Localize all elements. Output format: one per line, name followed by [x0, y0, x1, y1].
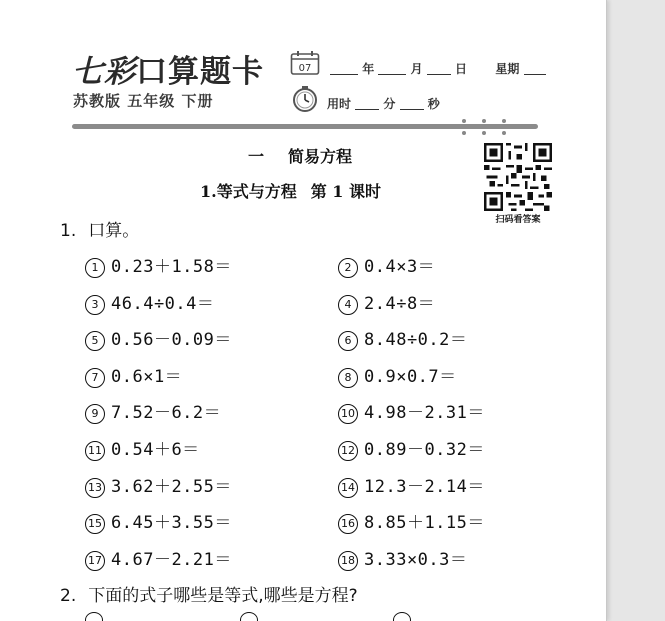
day-label: 日 — [454, 62, 467, 76]
lesson-period: 第 1 课时 — [310, 182, 381, 201]
question-2-prompt: 下面的式子哪些是等式,哪些是方程? — [88, 586, 358, 606]
month-blank[interactable] — [378, 62, 406, 75]
seconds-blank[interactable] — [400, 97, 424, 110]
weekday-blank[interactable] — [524, 62, 546, 75]
qr-code-icon[interactable] — [484, 143, 552, 211]
month-label: 月 — [410, 62, 423, 76]
math-item — [338, 398, 485, 424]
cutoff-circle-mark — [393, 612, 411, 621]
section-title — [248, 144, 352, 167]
math-item — [338, 362, 457, 388]
question-2-heading — [60, 581, 358, 606]
item-number: 15 — [85, 514, 105, 534]
item-number: 6 — [338, 331, 358, 351]
item-expression: 0.54＋6＝ — [111, 440, 200, 460]
minutes-blank[interactable] — [355, 97, 379, 110]
item-expression: 8.48÷0.2＝ — [364, 330, 468, 351]
item-expression: 3.33×0.3＝ — [364, 549, 468, 570]
calendar-icon — [290, 50, 320, 76]
time-used-label: 用时 — [327, 97, 352, 111]
math-item — [338, 508, 485, 534]
math-item — [338, 252, 435, 278]
year-blank[interactable] — [330, 62, 358, 75]
question-1-heading — [60, 216, 139, 241]
time-fields — [327, 95, 440, 112]
question-1-prompt: 口算。 — [88, 221, 140, 241]
math-item — [85, 472, 232, 498]
brand-lead: 七彩 — [72, 54, 136, 90]
cutoff-circle-mark — [240, 612, 258, 621]
weekday-label: 星期 — [495, 62, 520, 76]
item-expression: 0.6×1＝ — [111, 366, 183, 387]
item-number: 4 — [338, 295, 358, 315]
item-number: 9 — [85, 404, 105, 424]
item-number: 2 — [338, 258, 358, 278]
item-number: 16 — [338, 514, 358, 534]
math-item — [85, 325, 232, 351]
calendar-day-text: 07 — [298, 63, 312, 74]
item-expression: 0.23＋1.58＝ — [111, 257, 232, 277]
question-2-number: 2. — [60, 586, 77, 606]
qr-caption: 扫码看答案 — [495, 215, 541, 225]
item-expression: 3.62＋2.55＝ — [111, 476, 232, 497]
seconds-label: 秒 — [427, 97, 440, 111]
item-number: 5 — [85, 331, 105, 351]
item-expression: 4.98－2.31＝ — [364, 403, 485, 424]
question-1-number: 1. — [60, 221, 77, 241]
item-number: 18 — [338, 551, 358, 571]
clock-icon — [291, 85, 319, 113]
math-item — [338, 545, 467, 571]
math-item — [338, 289, 435, 315]
item-expression: 2.4÷8＝ — [364, 293, 436, 314]
item-expression: 6.45＋3.55＝ — [111, 513, 232, 534]
item-expression: 0.56－0.09＝ — [111, 330, 232, 351]
brand-title: 口算题卡 — [136, 54, 264, 90]
item-expression: 0.9×0.7＝ — [364, 366, 457, 387]
math-item — [338, 325, 467, 351]
lesson-name: 1.等式与方程 — [200, 182, 297, 201]
item-number: 10 — [338, 404, 358, 424]
item-number: 17 — [85, 551, 105, 571]
brand-logo — [72, 46, 264, 91]
item-expression: 0.89－0.32＝ — [364, 440, 485, 460]
item-expression: 7.52－6.2＝ — [111, 403, 222, 424]
edition-label: 苏教版 五年级 下册 — [73, 92, 214, 110]
math-item — [85, 508, 232, 534]
item-number: 14 — [338, 478, 358, 498]
item-number: 8 — [338, 368, 358, 388]
item-number: 13 — [85, 478, 105, 498]
math-item — [85, 289, 214, 315]
math-item — [85, 545, 232, 571]
item-number: 7 — [85, 368, 105, 388]
item-expression: 0.4×3＝ — [364, 257, 436, 277]
item-expression: 46.4÷0.4＝ — [111, 293, 215, 314]
item-number: 1 — [85, 258, 105, 278]
item-expression: 12.3－2.14＝ — [364, 476, 485, 497]
date-fields — [330, 60, 546, 77]
math-item — [85, 398, 221, 424]
lesson-title — [200, 179, 381, 202]
minutes-label: 分 — [383, 97, 396, 111]
section-name: 简易方程 — [288, 147, 353, 166]
item-number: 12 — [338, 441, 358, 461]
math-item — [338, 472, 485, 498]
item-expression: 4.67－2.21＝ — [111, 549, 232, 570]
day-blank[interactable] — [427, 62, 451, 75]
year-label: 年 — [362, 62, 375, 76]
divider-dots-decoration — [456, 118, 516, 136]
item-number: 3 — [85, 295, 105, 315]
item-number: 11 — [85, 441, 105, 461]
math-item — [338, 435, 485, 461]
item-expression: 8.85＋1.15＝ — [364, 513, 485, 534]
math-item — [85, 252, 232, 278]
math-item — [85, 435, 200, 461]
math-item — [85, 362, 182, 388]
section-number: 一 — [248, 147, 265, 166]
cutoff-circle-mark — [85, 612, 103, 621]
